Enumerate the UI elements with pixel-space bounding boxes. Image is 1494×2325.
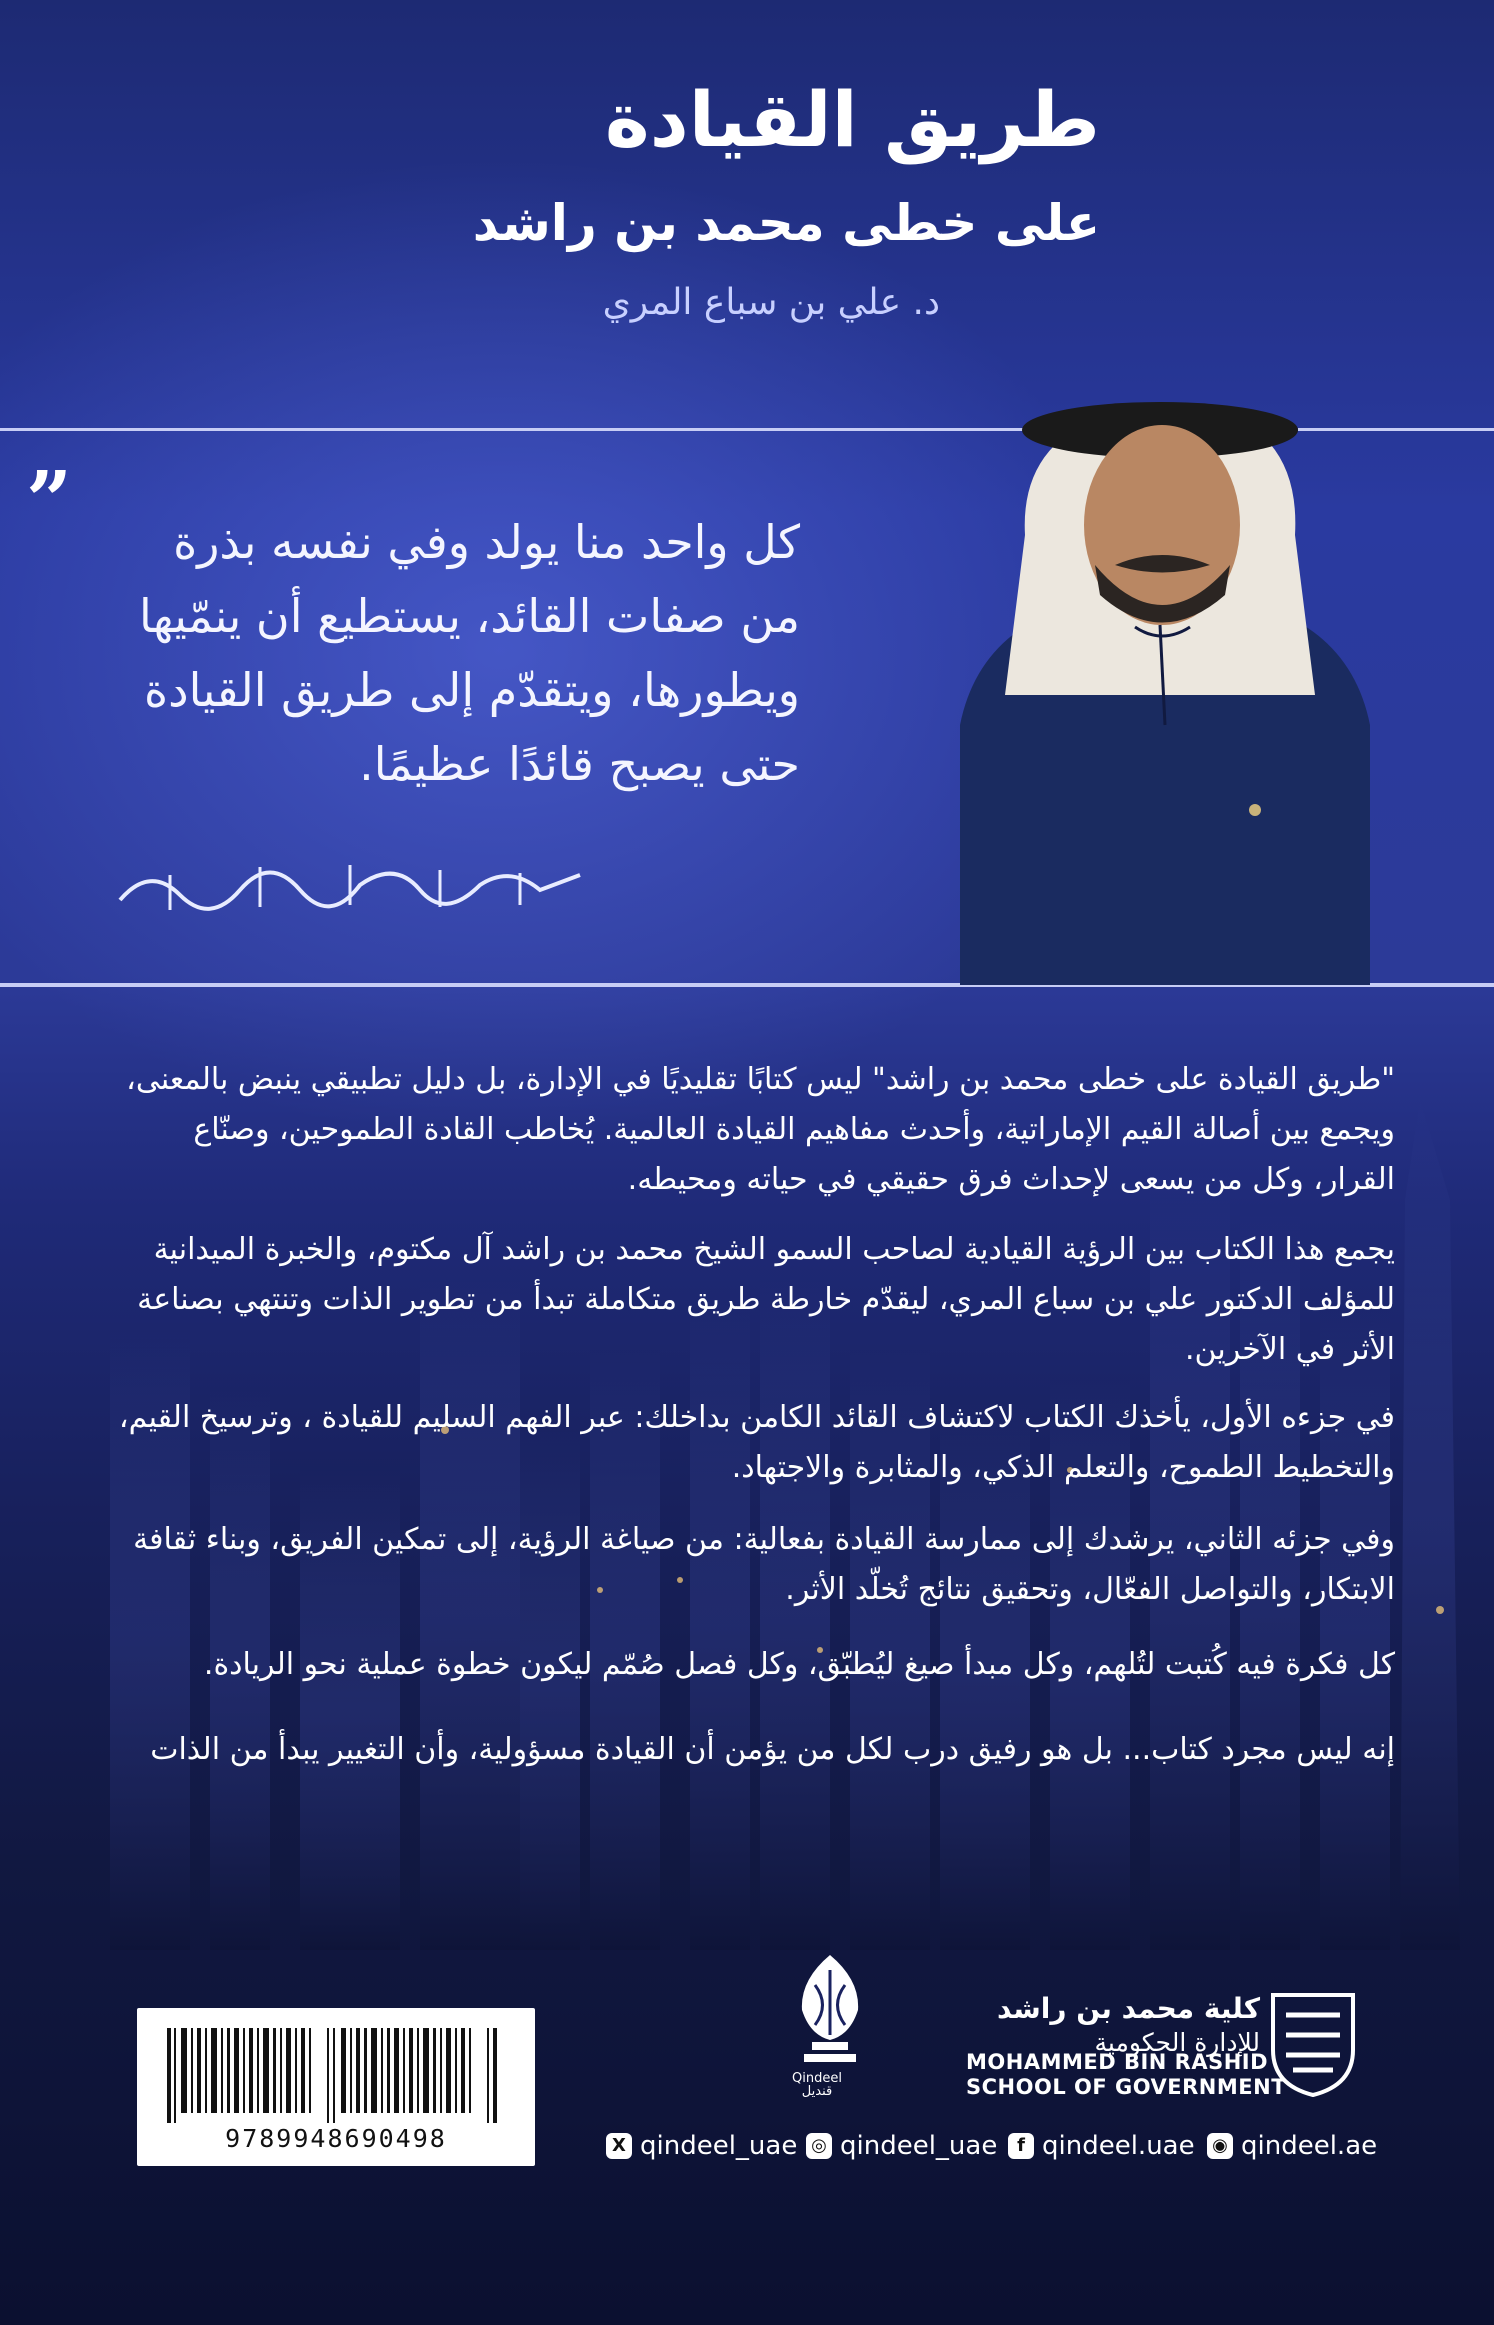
publisher-name-ar: قنديل [801,2084,833,2099]
instagram-icon: ◎ [806,2133,832,2159]
school-name-en-line2: SCHOOL OF GOVERNMENT [966,2075,1287,2099]
publisher-name [782,2072,852,2098]
school-name-ar-line2: للإدارة الحكومية [1094,2028,1260,2057]
description-paragraph-2: يجمع هذا الكتاب بين الرؤية القيادية لصاحب السمو الشيخ محمد بن راشد آل مكتوم، والخبرة الميدانية للمؤلف الدكتور علي بن سباع المري، ليقدّم خارطة طريق متكاملة تبدأ من تطوير الذات وتنتهي بصناعة الأثر في الآخرين. [137,1232,1395,1367]
isbn-number: 9789948690498 [225,2124,447,2153]
barcode-bars [137,2018,535,2128]
social-handle: qindeel.uae [1042,2131,1195,2161]
book-title: طريق القيادة [604,75,1100,164]
facebook-icon: f [1008,2133,1034,2159]
school-name-ar-line1: كلية محمد بن راشد [997,1992,1260,2025]
calligraphy-signature [110,845,590,925]
description-paragraph-3: في جزءه الأول، يأخذك الكتاب لاكتشاف القائد الكامن بداخلك: عبر الفهم السليم للقيادة ، وترسيخ القيم، والتخطيط الطموح، والتعلم الذكي، والمثابرة والاجتهاد. [118,1400,1395,1485]
social-handle: qindeel.ae [1241,2131,1378,2161]
social-x[interactable] [606,2131,797,2161]
description-paragraph-5: كل فكرة فيه كُتبت لتُلهم، وكل مبدأ صيغ ليُطبّق، وكل فصل صُمّم ليكون خطوة عملية نحو الريادة. [203,1647,1395,1682]
divider-top-left [0,428,1025,431]
school-name-en-line1: MOHAMMED BIN RASHID [966,2050,1269,2074]
description-paragraph-1: "طريق القيادة على خطى محمد بن راشد" ليس كتابًا تقليديًا في الإدارة، بل دليل تطبيقي ينبض بالمعنى، ويجمع بين أصالة القيم الإماراتية، وأحدث مفاهيم القيادة العالمية. يُخاطب القادة الطموحين، وصنّاع القرار، وكل من يسعى لإحداث فرق حقيقي في حياته ومحيطه. [126,1062,1395,1197]
quote-text: كل واحد منا يولد وفي نفسه بذرة من صفات القائد، يستطيع أن ينمّيها ويطورها، ويتقدّم إلى طريق القيادة حتى يصبح قائدًا عظيمًا. [138,515,800,791]
quote-mark-icon: ” [26,453,73,547]
social-handle: qindeel_uae [640,2131,798,2161]
qindeel-lamp-logo [790,1950,870,2070]
web-icon: ◉ [1207,2133,1233,2159]
portrait-image [920,395,1410,985]
description-paragraph-6: إنه ليس مجرد كتاب... بل هو رفيق درب لكل من يؤمن أن القيادة مسؤولية، وأن التغيير يبدأ من الذات [150,1732,1395,1767]
x-icon: X [606,2133,632,2159]
publisher-name-en: Qindeel [792,2071,842,2086]
social-instagram[interactable] [806,2131,997,2161]
school-shield-logo [1268,1990,1358,2100]
book-subtitle: على خطى محمد بن راشد [472,194,1100,252]
author-name: د. علي بن سباع المري [602,282,940,323]
social-facebook[interactable] [1008,2131,1195,2161]
social-handle: qindeel_uae [840,2131,998,2161]
description-paragraph-4: وفي جزئه الثاني، يرشدك إلى ممارسة القيادة بفعالية: من صياغة الرؤية، إلى تمكين الفريق، وبناء ثقافة الابتكار، والتواصل الفعّال، وتحقيق نتائج تُخلّد الأثر. [133,1522,1395,1607]
social-web[interactable] [1207,2131,1377,2161]
